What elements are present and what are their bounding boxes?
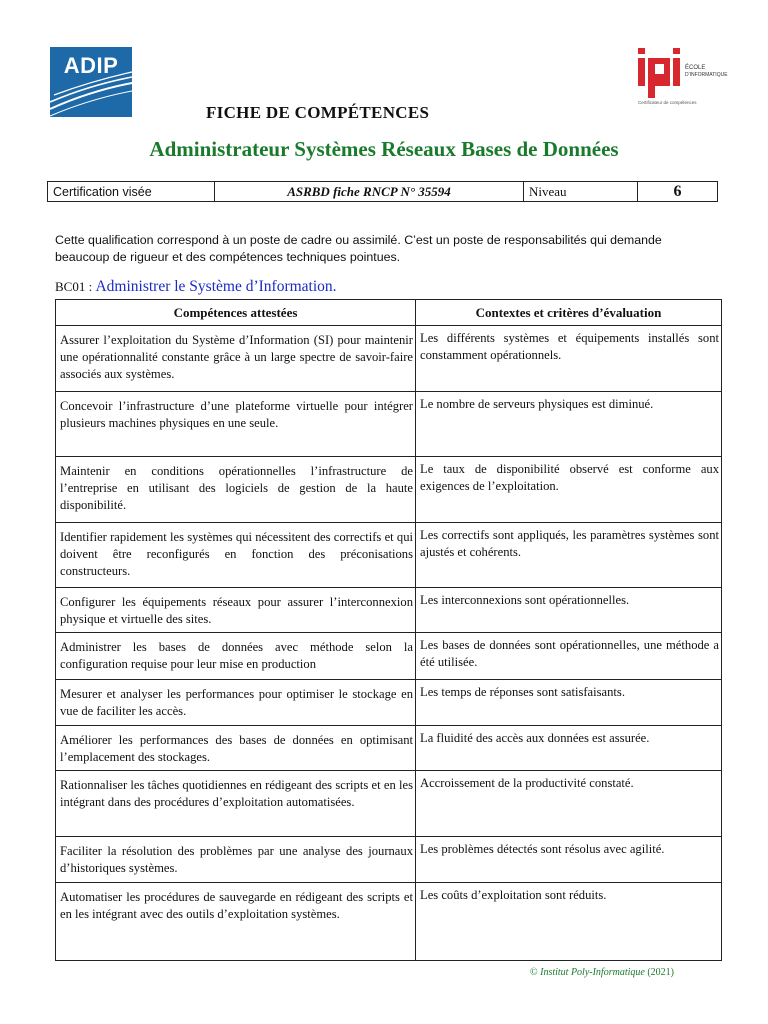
table-row xyxy=(56,633,722,680)
table-row xyxy=(56,771,722,837)
critere-cell: La fluidité des accès aux données est assurée. xyxy=(416,726,722,771)
level-label: Niveau xyxy=(524,182,638,202)
copyright-owner: Institut Poly-Informatique xyxy=(540,967,645,978)
table-row xyxy=(56,523,722,588)
critere-cell: Les coûts d’exploitation sont réduits. xyxy=(416,883,722,961)
certification-code: ASRBD fiche RNCP N° 35594 xyxy=(215,182,524,202)
ipi-tagline: Certificateur de compétences xyxy=(638,100,697,105)
table-row xyxy=(56,837,722,883)
table-header-row xyxy=(56,300,722,326)
competence-cell: Automatiser les procédures de sauvegarde en rédigeant des scripts et en les intégrant avec des outils d’exploitation systèmes. xyxy=(56,883,416,961)
competence-cell: Améliorer les performances des bases de données en optimisant l’emplacement des stockages. xyxy=(56,726,416,771)
critere-cell: Les temps de réponses sont satisfaisants. xyxy=(416,680,722,726)
competence-cell: Mesurer et analyser les performances pour optimiser le stockage en vue de faciliter les accès. xyxy=(56,680,416,726)
table-row xyxy=(56,726,722,771)
header-competences: Compétences attestées xyxy=(56,300,416,326)
critere-cell: Le taux de disponibilité observé est conforme aux exigences de l’exploitation. xyxy=(416,457,722,523)
adip-logo-text: ADIP xyxy=(63,53,119,78)
table-row xyxy=(56,326,722,392)
critere-cell: Les différents systèmes et équipements installés sont constamment opérationnels. xyxy=(416,326,722,392)
level-value: 6 xyxy=(638,182,718,202)
header-criteres: Contextes et critères d’évaluation xyxy=(416,300,722,326)
critere-cell: Les interconnexions sont opérationnelles. xyxy=(416,588,722,633)
block-heading xyxy=(55,278,337,296)
block-code: BC01 : xyxy=(55,279,93,294)
table-row xyxy=(56,392,722,457)
footer-copyright xyxy=(530,967,674,978)
certification-label: Certification visée xyxy=(48,182,215,202)
competences-table xyxy=(55,299,722,961)
copyright-year: (2021) xyxy=(647,967,674,978)
critere-cell: Accroissement de la productivité constaté. xyxy=(416,771,722,837)
competence-cell: Faciliter la résolution des problèmes par une analyse des journaux d’historiques systèmes. xyxy=(56,837,416,883)
table-row xyxy=(56,883,722,961)
doc-title: FICHE DE COMPÉTENCES xyxy=(206,103,430,122)
critere-cell: Les correctifs sont appliqués, les paramètres systèmes sont ajustés et cohérents. xyxy=(416,523,722,588)
competence-cell: Rationnaliser les tâches quotidiennes en rédigeant des scripts et en les intégrant dans des procédures d’exploitation automatisées. xyxy=(56,771,416,837)
table-row xyxy=(56,457,722,523)
svg-text:D'INFORMATIQUE: D'INFORMATIQUE xyxy=(685,72,728,78)
critere-cell: Les problèmes détectés sont résolus avec agilité. xyxy=(416,837,722,883)
critere-cell: Le nombre de serveurs physiques est diminué. xyxy=(416,392,722,457)
competence-cell: Concevoir l’infrastructure d’une plateforme virtuelle pour intégrer plusieurs machines physiques en une seule. xyxy=(56,392,416,457)
critere-cell: Les bases de données sont opérationnelles, une méthode a été utilisée. xyxy=(416,633,722,680)
ipi-logo xyxy=(636,45,728,107)
copyright-symbol: © xyxy=(530,967,538,978)
adip-swoosh-graphic xyxy=(50,47,132,117)
certification-table xyxy=(47,181,718,202)
competence-cell: Maintenir en conditions opérationnelles l’infrastructure de l’entreprise en utilisant des logiciels de gestion de la haute disponibilité. xyxy=(56,457,416,523)
diploma-title: Administrateur Systèmes Réseaux Bases de Données xyxy=(149,137,619,161)
intro-paragraph: Cette qualification correspond à un poste de cadre ou assimilé. C’est un poste de responsabilités qui demande beaucoup de rigueur et des compétences techniques pointues. xyxy=(55,233,662,264)
ipi-logo-mark xyxy=(636,45,728,101)
adip-logo xyxy=(50,47,132,117)
svg-text:ÉCOLE: ÉCOLE xyxy=(685,65,706,71)
competence-cell: Identifier rapidement les systèmes qui nécessitent des correctifs et qui doivent être reconfigurés en fonction des préconisations constructeurs. xyxy=(56,523,416,588)
competence-cell: Administrer les bases de données avec méthode selon la configuration requise pour leur mise en production xyxy=(56,633,416,680)
block-title: Administrer le Système d’Information. xyxy=(95,278,337,295)
competence-cell: Configurer les équipements réseaux pour assurer l’interconnexion physique et virtuelle des sites. xyxy=(56,588,416,633)
table-row xyxy=(56,588,722,633)
table-row xyxy=(56,680,722,726)
competence-cell: Assurer l’exploitation du Système d’Information (SI) pour maintenir une opérationnalité constante grâce à un large spectre de savoir-faire associés aux systèmes. xyxy=(56,326,416,392)
